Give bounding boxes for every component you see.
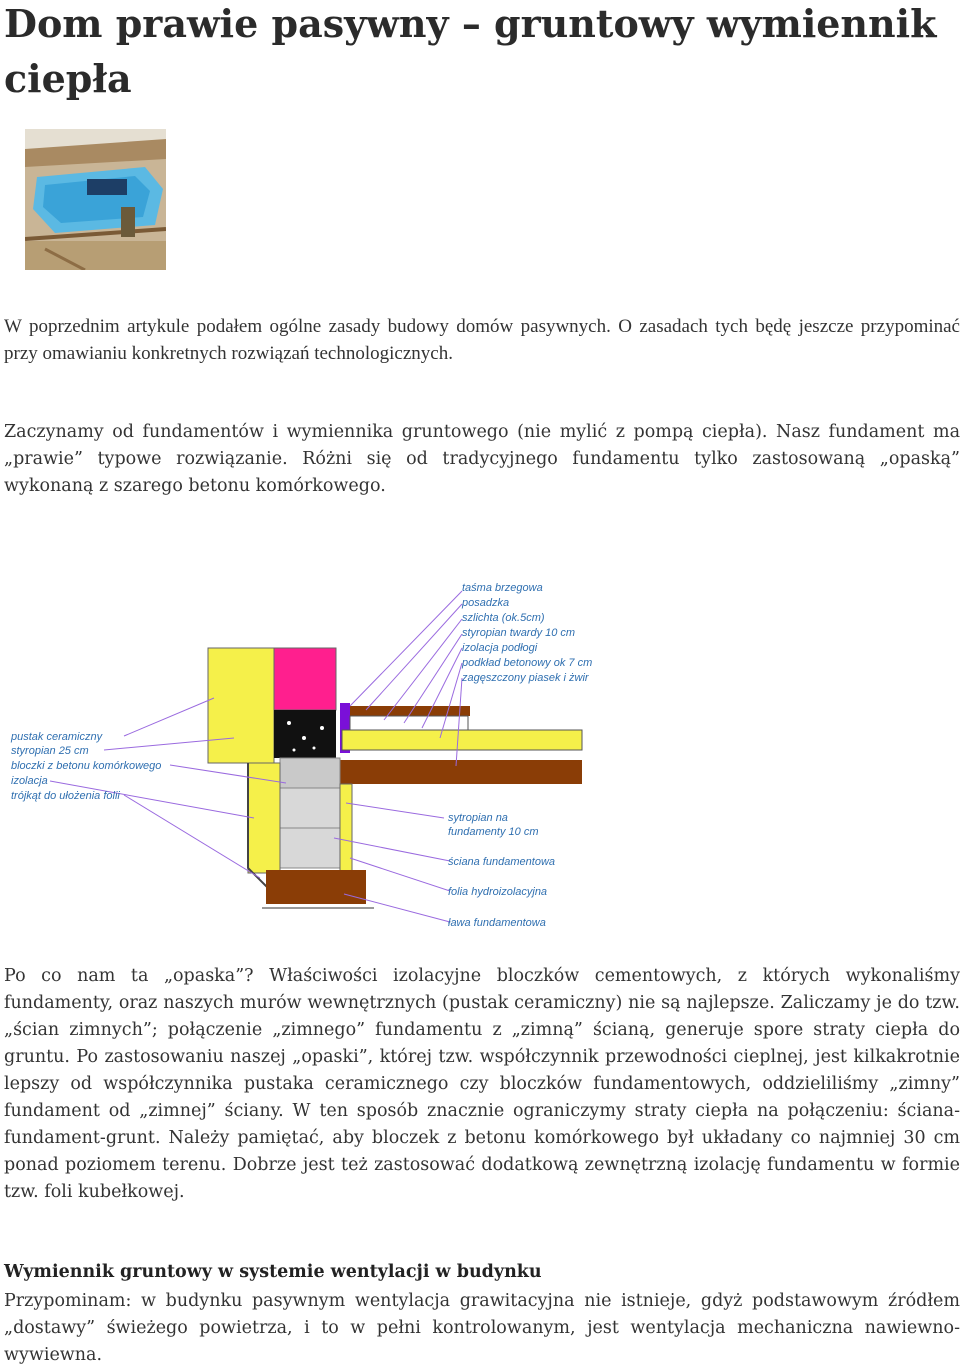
label-szlichta: szlichta (ok.5cm) (462, 612, 545, 624)
ventilation-paragraph: Przypominam: w budynku pasywnym wentylacja grawitacyjna nie istnieje, gdyż podstawowym źródłem „dostawy” świeżego powietrza, i to w pełni kontrolowanym, jest wentylacja mechaniczna nawiewno-wywiewna. (4, 1291, 960, 1365)
label-posadzka: posadzka (462, 597, 510, 609)
foundation-photo (25, 129, 166, 270)
opaska-paragraph: Po co nam ta „opaska”? Właściwości izolacyjne bloczków cementowych, z których wykonaliśmy fundamenty, oraz naszych murów wewnętrznych (pustak ceramiczny) nie są najlepsze. Zaliczamy je do tzw. „ścian zimnych”; połączenie „zimnego” fundamentu z „zimną” ścianą, generuje spore straty ciepła do gruntu. Po zastosowaniu naszej „opaski”, której tzw. współczynnik przewodności cieplnej, jest kilkakrotnie lepszy od współczynnika pustaka ceramicznego czy bloczków fundamentowych, oddzieliliśmy „zimny” fundament od „zimnej” ściany. W ten sposób znacznie ograniczymy straty ciepła na połączeniu: ściana-fundament-grunt. Należy pamiętać, aby bloczek z betonu komórkowego był układany co najmniej 30 cm ponad poziomem terenu. Dobrze jest też zastosować dodatkową zewnętrzną izolację fundamentu w formie tzw. foli kubełkowej. (4, 966, 960, 1202)
label-pustak-ceramiczny: pustak ceramiczny (11, 731, 103, 743)
foundation-paragraph: Zaczynamy od fundamentów i wymiennika gruntowego (nie mylić z pompą ciepła). Nasz fundament ma „prawie” typowe rozwiązanie. Różni się od tradycyjnego fundamentu tylko zastosowaną „opaską” wykonaną z szarego betonu komórkowego. (4, 422, 960, 496)
label-sciana-fundamentowa: ściana fundamentowa (448, 856, 556, 868)
label-tasma-brzegowa: taśma brzegowa (462, 582, 543, 594)
label-izolacja-podlogi: izolacja podłogi (462, 642, 538, 654)
label-bloczki-beton: bloczki z betonu komórkowego (11, 760, 162, 772)
label-trojkat-folii: trójkąt do ułożenia folii (11, 790, 120, 802)
label-lawa-fundamentowa: ława fundamentowa (448, 917, 546, 929)
page-title: Dom prawie pasywny – gruntowy wymiennik ciepła (4, 1, 937, 101)
label-podklad-betonowy: podkład betonowy ok 7 cm (462, 657, 593, 669)
label-izolacja: izolacja (11, 775, 48, 787)
label-styropian-twardy: styropian twardy 10 cm (462, 627, 576, 639)
label-folia-hydroizolacyjna: folia hydroizolacyjna (448, 886, 548, 898)
section-heading: Wymiennik gruntowy w systemie wentylacji w budynku (4, 1262, 542, 1282)
label-sytropian-na: sytropian na (448, 812, 508, 824)
label-styropian-25: styropian 25 cm (11, 745, 89, 757)
label-zageszczony-piasek: zagęszczony piasek i żwir (462, 672, 589, 684)
label-fundamenty-10: fundamenty 10 cm (448, 826, 539, 838)
foundation-diagram (4, 578, 608, 940)
intro-paragraph: W poprzednim artykule podałem ogólne zasady budowy domów pasywnych. O zasadach tych będę jeszcze przypominać przy omawianiu konkretnych rozwiązań technologicznych. (4, 316, 960, 364)
